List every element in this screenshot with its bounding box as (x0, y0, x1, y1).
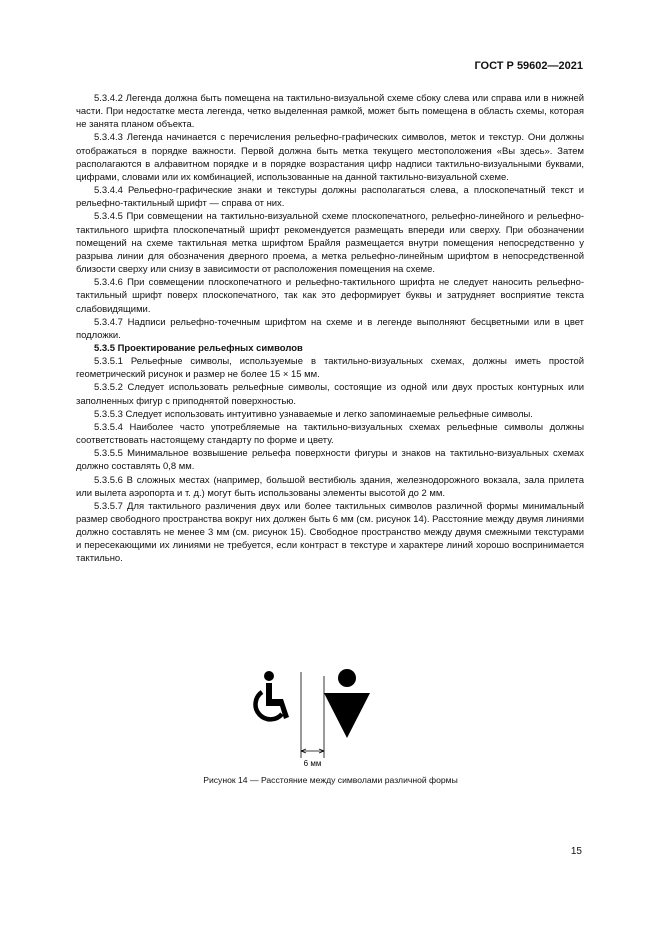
paragraph-5-3-5-6: 5.3.5.6 В сложных местах (например, большой вестибюль здания, железнодорожного вокзала, зала прилета или вылета аэропорта и т. д.) могут быть использованы элементы высотой до 2 мм. (76, 474, 584, 499)
dimension-lines (301, 672, 324, 758)
figure-14 (242, 668, 372, 768)
paragraph-5-3-5-3: 5.3.5.3 Следует использовать интуитивно узнаваемые и легко запоминаемые рельефные символы. (94, 408, 533, 420)
wheelchair-icon (256, 671, 289, 719)
paragraph-5-3-4-4: 5.3.4.4 Рельефно-графические знаки и текстуры должны располагаться слева, а плоскопечатный текст и рельефно-тактильный шрифт — справа от них. (76, 185, 584, 210)
paragraph-5-3-5-1: 5.3.5.1 Рельефные символы, используемые в тактильно-визуальных схемах, должны иметь простой геометрический рисунок и размер не более 15 × 15 мм. (76, 356, 584, 381)
paragraph-5-3-5-5: 5.3.5.5 Минимальное возвышение рельефа поверхности фигуры и знаков на тактильно-визуальных схемах должно составлять 0,8 мм. (76, 448, 584, 473)
figure-caption: Рисунок 14 — Расстояние между символами различной формы (203, 775, 458, 785)
dimension-label: 6 мм (303, 759, 322, 768)
paragraph-5-3-5-7: 5.3.5.7 Для тактильного различения двух или более тактильных символов различной формы минимальный размер свободного пространства вокруг них должен быть 6 мм (см. рисунок 14). Расстояние между двумя линиями должно составлять не менее 3 мм (см. рисунок 15). Свободное пространство между двумя смежными текстурами и пересекающими их линиями не требуется, если контраст в текстуре и характере линий хорошо воспринимается тактильно. (76, 500, 584, 565)
paragraph-5-3-4-7: 5.3.4.7 Надписи рельефно-точечным шрифтом на схеме и в легенде выполняют бесцветными или в цвет подложки. (76, 316, 584, 341)
paragraph-5-3-5-2: 5.3.5.2 Следует использовать рельефные символы, состоящие из одной или двух простых контурных или заполненных фигур с приподнятой поверхностью. (76, 382, 584, 407)
paragraph-5-3-5-4: 5.3.5.4 Наиболее часто употребляемые на тактильно-визуальных схемах рельефные символы должны соответствовать настоящему стандарту по форме и цвету. (76, 421, 584, 447)
body-text (76, 92, 584, 566)
woman-icon (324, 669, 370, 738)
page-number: 15 (570, 846, 582, 857)
paragraph-5-3-4-2: 5.3.4.2 Легенда должна быть помещена на тактильно-визуальной схеме сбоку слева или справа или в нижней части. При недостатке места легенда, четко выделенная рамкой, может быть помещена в область схемы, которая не занята планом объекта. (76, 93, 584, 131)
paragraph-5-3-4-3: 5.3.4.3 Легенда начинается с перечисления рельефно-графических символов, меток и текстур. Они должны отображаться в порядке важности. Первой должна быть метка текущего местоположения «Вы здесь». Затем располагаются в алфавитном порядке и в порядке возрастания цифр надписи тактильно-визуальными буквами, цифрами, словами или их комбинацией, использованные на данной тактильно-визуальной схеме. (76, 132, 584, 183)
paragraph-5-3-4-6: 5.3.4.6 При совмещении плоскопечатного и рельефно-тактильного шрифта не следует наносить рельефно-тактильный шрифт поверх плоскопечатного, так как это деформирует буквы и затрудняет восприятие текста слабовидящими. (76, 277, 584, 315)
figure-14-drawing (242, 668, 372, 768)
document-code: ГОСТ Р 59602—2021 (474, 60, 583, 72)
paragraph-5-3-4-5: 5.3.4.5 При совмещении на тактильно-визуальной схеме плоскопечатного, рельефно-линейного и рельефно-тактильного шрифта плоскопечатный шрифт рекомендуется размещать впереди или сверху. При обозначении помещений на схеме тактильная метка шрифтом Брайля размещается внутри помещения непосредственно у разрыва линии для обозначения дверного проема, а метка рельефно-линейным шрифтом в непосредственной близости сверху или снизу в зависимости от расположения помещения на схеме. (76, 211, 584, 276)
subsection-heading-5-3-5: 5.3.5 Проектирование рельефных символов (94, 342, 303, 354)
